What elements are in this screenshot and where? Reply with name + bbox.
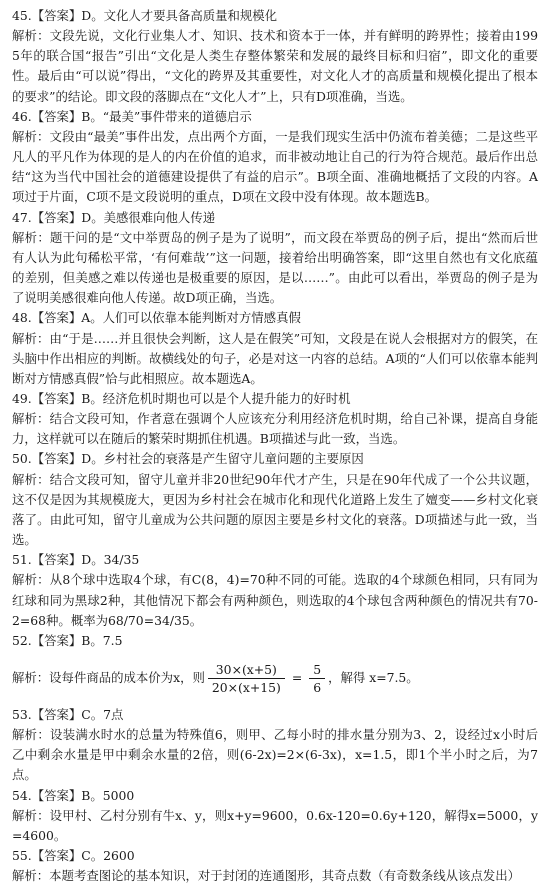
answer-45-heading: 45.【答案】D。文化人才要具备高质量和规模化 xyxy=(12,8,278,23)
answer-48-heading: 48.【答案】A。人们可以依靠本能判断对方情感真假 xyxy=(12,310,301,326)
answer-46-heading: 46.【答案】B。“最美”事件带来的道德启示 xyxy=(12,108,252,124)
answer-54-analysis: 解析：设甲村、乙村分别有牛x、y，则x+y=9600，0.6x-120=0.6y+120，解得x=5000，y=4600。 xyxy=(12,807,538,843)
equals-sign: = xyxy=(291,669,303,685)
fraction-main-denominator: 20×(x+15) xyxy=(208,678,285,696)
fraction-main-numerator: 30×(x+5) xyxy=(215,661,277,677)
answer-48-analysis: 解析：由“于是……并且很快会判断，这人是在假笑”可知，文段是在说人会根据对方的假笑，在头脑中作出相应的判断。故横线处的句子，必是对这一内容的总结。A项的“人们可以依靠本能判断对方情感真假”恰与此相照应。故本题选A。 xyxy=(12,330,538,386)
answer-49-heading: 49.【答案】B。经济危机时期也可以是个人提升能力的好时机 xyxy=(12,390,351,406)
answer-54-heading: 54.【答案】B。5000 xyxy=(12,787,135,803)
answer-50-heading: 50.【答案】D。乡村社会的衰落是产生留守儿童问题的主要原因 xyxy=(12,451,364,467)
answer-50-analysis: 解析：结合文段可知，留守儿童并非20世纪90年代才产生，只是在90年代成了一个公共议题，这不仅是因为其规模庞大，更因为乡村社会在城市化和现代化道路上发生了嬗变——乡村文化衰落了。由此可知，留守儿童成为公共问题的原因主要是乡村文化的衰落。D项描述与此一致，当选。 xyxy=(12,471,538,548)
fraction-ratio-denominator: 6 xyxy=(309,678,325,696)
answer-53-heading: 53.【答案】C。7点 xyxy=(12,707,124,722)
formula-lead-text: 解析：设每件商品的成本价为x，则 xyxy=(12,669,205,685)
answer-52-formula-line xyxy=(12,651,538,705)
fraction-main xyxy=(208,661,285,696)
answer-52-heading: 52.【答案】B。7.5 xyxy=(12,632,123,648)
answer-53-analysis: 解析：设装满水时水的总量为特殊值6，则甲、乙每小时的排水量分别为3、2，设经过x小时后乙中剩余水量是甲中剩余水量的2倍，则(6-2x)=2×(6-3x)，x=1.5，即1个半小时之后，为7点。 xyxy=(12,727,538,783)
answer-55-analysis: 解析：本题考查图论的基本知识，对于封闭的连通图形，其奇点数（有奇数条线从该点发出） xyxy=(12,868,521,884)
answer-46-analysis: 解析：文段由“最美”事件出发，点出两个方面，一是我们现实生活中仍流布着美德；二是这些平凡人的平凡作为体现的是人的内在价值的追求，而非被动地让自己的行为符合规范。最后作出总结“这为当代中国社会的道德建设提供了有益的启示”。B项全面、准确地概括了文段的内容。A项过于片面，C项不是文段说明的重点，D项在文段中没有体现。故本题选B。 xyxy=(12,128,538,205)
answer-51-analysis: 解析：从8个球中选取4个球，有C(8，4)=70种不同的可能。选取的4个球颜色相同，只有同为红球和同为黑球2种，其他情况下都会有两种颜色，则选取的4个球包含两种颜色的情况共有70-2=68种。概率为68/70=34/35。 xyxy=(12,572,538,628)
answer-47-heading: 47.【答案】D。美感很难向他人传递 xyxy=(12,209,216,225)
answer-45-analysis: 解析：文段先说，文化行业集人才、知识、技术和资本于一体，并有鲜明的跨界性；接着由1995年的联合国“报告”引出“文化是人类生存整体繁荣和发展的最终目标和归宿”，即文化的重要性。最后由“可以说”得出，“文化的跨界及其重要性，对文化人才的高质量和规模化提出了根本的要求”的结论。即文段的落脚点在“文化人才”上，只有D项准确，当选。 xyxy=(12,28,538,104)
fraction-ratio-numerator: 5 xyxy=(313,661,322,677)
fraction-ratio xyxy=(309,661,325,696)
answer-51-heading: 51.【答案】D。34/35 xyxy=(12,552,140,568)
answer-49-analysis: 解析：结合文段可知，作者意在强调个人应该充分利用经济危机时期，给自己补课，提高自身能力，这样就可以在随后的繁荣时期抓住机遇。B项描述与此一致，当选。 xyxy=(12,411,538,447)
answer-47-analysis: 解析：题干问的是“文中举贾岛的例子是为了说明”，而文段在举贾岛的例子后，提出“然而后世有人认为此句稀松平常，‘有何难哉’”这一问题，接着给出明确答案，即“这里自然也有文化底蕴的差别，但美感之难以传递也是极重要的原因，是以……”。由此可以看出，举贾岛的例子是为了说明美感很难向他人传递。故D项正确，当选。 xyxy=(12,229,538,306)
answer-55-heading: 55.【答案】C。2600 xyxy=(12,848,135,864)
formula-tail-text: ，解得 x=7.5。 xyxy=(328,669,419,685)
